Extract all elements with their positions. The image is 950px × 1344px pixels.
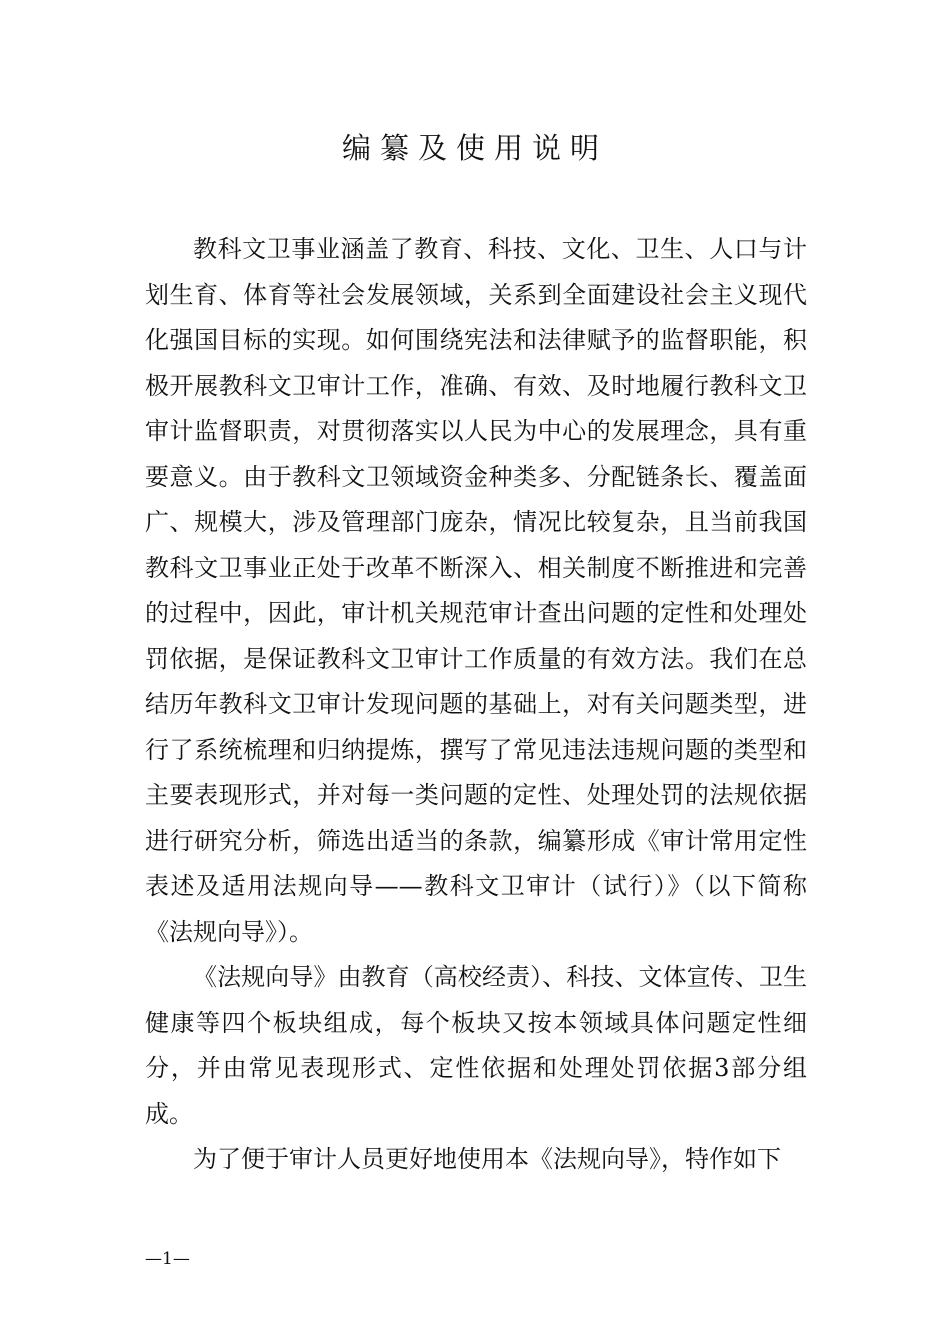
paragraph-intro: 教科文卫事业涵盖了教育、科技、文化、卫生、人口与计划生育、体育等社会发展领域，关系到全面建设社会主义现代化强国目标的实现。如何围绕宪法和法律赋予的监督职能，积极开展教科文卫审计工作，准确、有效、及时地履行教科文卫审计监督职责，对贯彻落实以人民为中心的发展理念，具有重要意义。由于教科文卫领域资金种类多、分配链条长、覆盖面广、规模大，涉及管理部门庞杂，情况比较复杂，且当前我国教科文卫事业正处于改革不断深入、相关制度不断推进和完善的过程中，因此，审计机关规范审计查出问题的定性和处理处罚依据，是保证教科文卫审计工作质量的有效方法。我们在总结历年教科文卫审计发现问题的基础上，对有关问题类型，进行了系统梳理和归纳提炼，撰写了常见违法违规问题的类型和主要表现形式，并对每一类问题的定性、处理处罚的法规依据进行研究分析，筛选出适当的条款，编纂形成《审计常用定性表述及适用法规向导——教科文卫审计（试行）》（以下简称《法规向导》）。 <box>145 235 807 946</box>
document-body <box>145 227 807 1183</box>
paragraph-usage: 为了便于审计人员更好地使用本《法规向导》，特作如下 <box>193 1145 781 1173</box>
page-number: —1— <box>145 1249 190 1269</box>
document-title: 编纂及使用说明 <box>341 131 608 165</box>
paragraph-structure: 《法规向导》由教育（高校经责）、科技、文体宣传、卫生健康等四个板块组成，每个板块又按本领域具体问题定性细分，并由常见表现形式、定性依据和处理处罚依据3部分组成。 <box>145 963 807 1128</box>
